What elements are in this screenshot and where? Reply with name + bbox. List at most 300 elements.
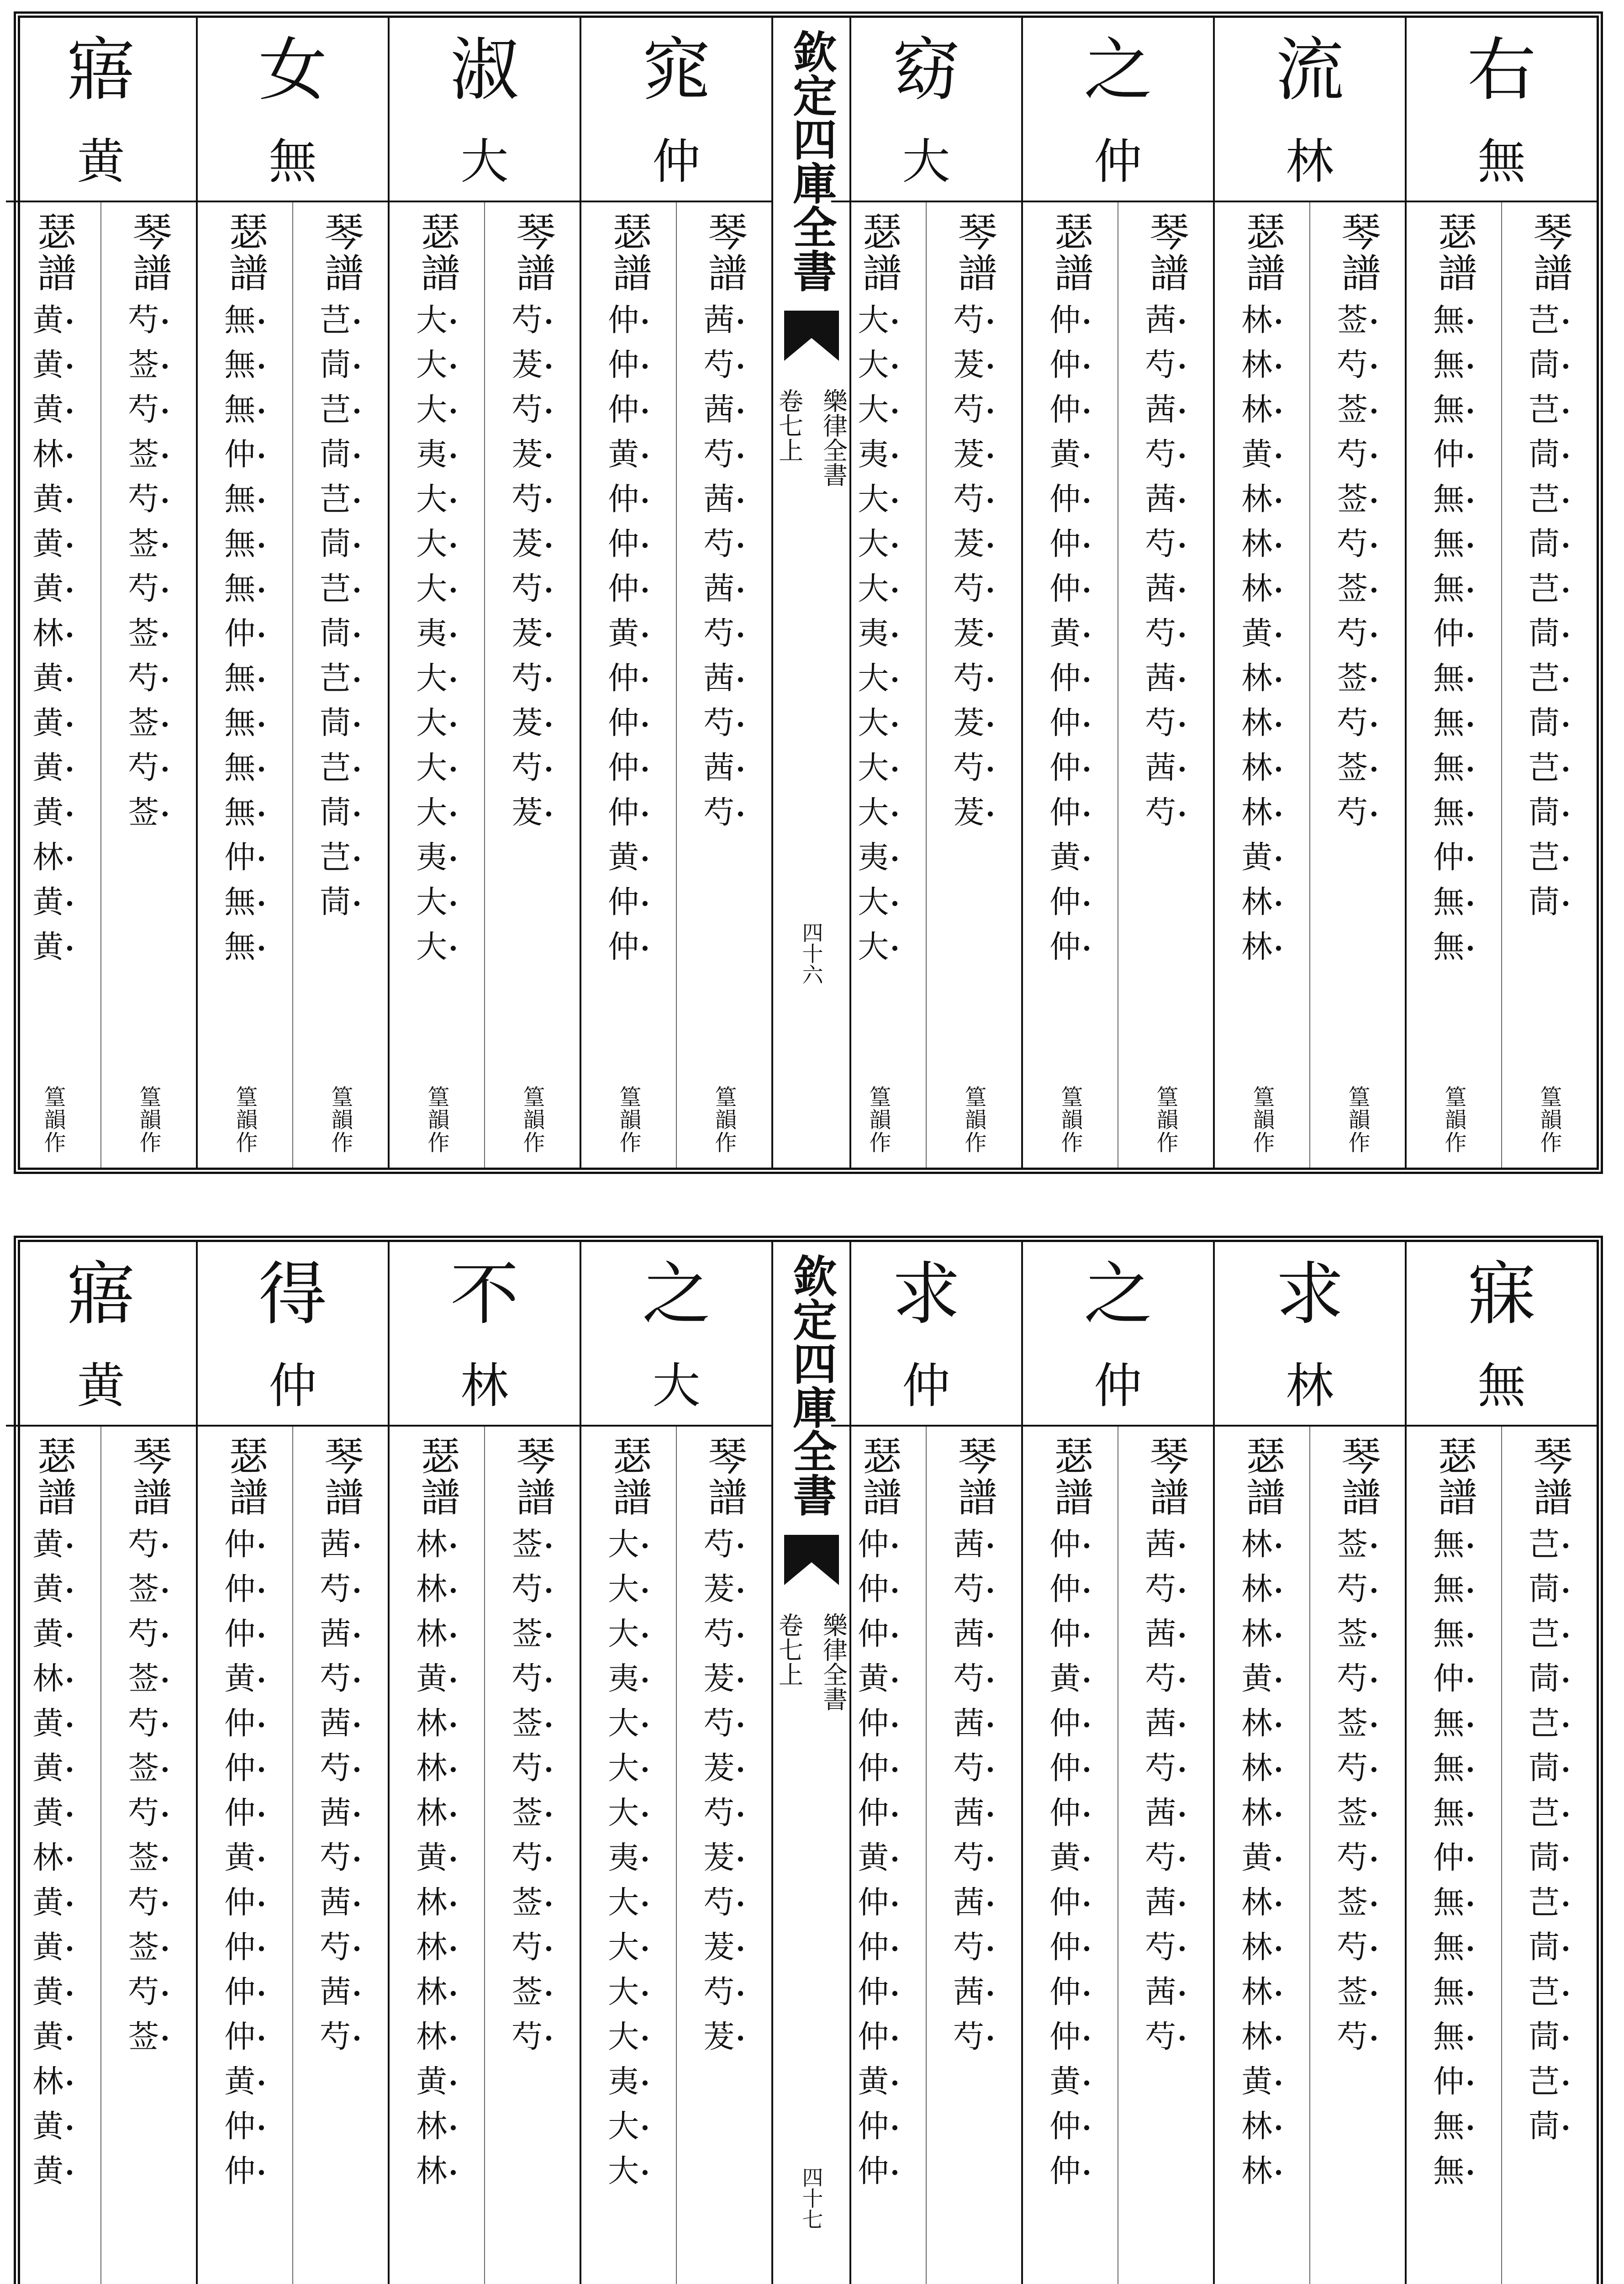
se-notation — [1023, 202, 1118, 1168]
se-note: 仲 • — [1049, 1970, 1091, 2015]
qin-note: 茼 • — [320, 433, 361, 477]
se-note: 黄 • — [1241, 612, 1282, 656]
qin-note: 芍 • — [953, 1657, 994, 1702]
se-note: 林 • — [1241, 880, 1282, 925]
se-note: 大 • — [416, 567, 457, 612]
qin-note: 茇 • — [511, 522, 553, 567]
qin-note: 芍 • — [1145, 1746, 1186, 1791]
qin-note: 茼 • — [1529, 1925, 1570, 1970]
se-note: 黄 • — [1049, 835, 1091, 880]
notation-body — [1215, 202, 1405, 1168]
top-left-half — [20, 18, 771, 1168]
se-note: 仲 • — [224, 835, 265, 880]
qin-note: 莶 • — [511, 1523, 553, 1567]
lyric-column — [831, 1242, 1021, 2284]
qin-note: 芍 • — [511, 1925, 553, 1970]
pitch-note: 無 — [1407, 123, 1597, 202]
qin-note: 芑 • — [1529, 1881, 1570, 1925]
notation-body — [198, 1427, 388, 2284]
se-note: 仲 • — [608, 298, 649, 343]
se-note: 仲 • — [1049, 343, 1091, 388]
se-note: 黄 • — [32, 1881, 74, 1925]
column-footer: 篁韻作 — [1345, 1085, 1370, 1154]
lyric-column — [580, 18, 771, 1168]
column-footer: 篁韻作 — [1249, 1085, 1275, 1154]
qin-note: 芍 • — [703, 1612, 744, 1657]
qin-note: 芍 • — [703, 433, 744, 477]
qin-notes — [1529, 1523, 1570, 2149]
lyric-char: 之 — [1083, 1255, 1152, 1334]
se-notes — [1433, 1523, 1474, 2194]
se-note: 黄 • — [224, 1836, 265, 1881]
se-note: 林 • — [1241, 1970, 1282, 2015]
pitch-note: 大 — [390, 123, 580, 202]
se-notation — [390, 202, 485, 1168]
qin-note: 莶 • — [128, 701, 169, 746]
se-note: 林 • — [1241, 1746, 1282, 1791]
se-note: 林 • — [1241, 1925, 1282, 1970]
se-notation — [6, 202, 101, 1168]
se-note: 黄 • — [32, 925, 74, 970]
qin-note: 茼 • — [320, 522, 361, 567]
se-note: 黄 • — [32, 1523, 74, 1567]
qin-note: 莶 • — [128, 343, 169, 388]
qin-note: 茇 • — [703, 1567, 744, 1612]
se-note: 無 • — [1433, 880, 1474, 925]
column-footer: 篁韻作 — [1153, 1085, 1178, 1154]
se-note: 仲 • — [858, 1746, 899, 1791]
se-note: 仲 • — [1049, 1523, 1091, 1567]
se-note: 仲 • — [858, 1612, 899, 1657]
se-note: 林 • — [1241, 1791, 1282, 1836]
qin-label: 琴譜 — [317, 211, 364, 294]
qin-note: 芑 • — [1529, 298, 1570, 343]
pitch-note: 仲 — [1023, 1347, 1213, 1427]
se-note: 黄 • — [32, 2015, 74, 2060]
qin-note: 芍 • — [1337, 343, 1378, 388]
se-note: 仲 • — [224, 2149, 265, 2194]
se-note: 無 • — [224, 925, 265, 970]
qin-note: 芍 • — [1145, 1567, 1186, 1612]
se-note: 黄 • — [416, 1657, 457, 1702]
se-note: 仲 • — [224, 2104, 265, 2149]
qin-notes — [128, 1523, 169, 2060]
se-note: 夷 • — [858, 835, 899, 880]
se-note: 林 • — [1241, 746, 1282, 791]
se-note: 林 • — [1241, 477, 1282, 522]
se-note: 林 • — [416, 1567, 457, 1612]
se-note: 夷 • — [416, 612, 457, 656]
qin-note: 芍 • — [320, 1657, 361, 1702]
qin-note: 芑 • — [1529, 746, 1570, 791]
se-notation — [1215, 1427, 1310, 2284]
pitch-note: 仲 — [198, 1347, 388, 1427]
qin-note: 芍 • — [703, 1970, 744, 2015]
se-note: 無 • — [1433, 1970, 1474, 2015]
se-notes — [1049, 298, 1091, 970]
se-note: 林 • — [416, 1881, 457, 1925]
pitch-note: 林 — [390, 1347, 580, 1427]
se-label: 瑟譜 — [222, 211, 268, 294]
qin-note: 茇 • — [703, 1925, 744, 1970]
column-footer: 篁韻作 — [616, 1085, 641, 1154]
se-notation — [1407, 1427, 1502, 2284]
se-note: 仲 • — [1433, 2060, 1474, 2104]
lyric-char: 窕 — [642, 31, 711, 110]
se-note: 仲 • — [1433, 612, 1474, 656]
se-note: 黄 • — [858, 1836, 899, 1881]
se-note: 仲 • — [1049, 1881, 1091, 1925]
lyric-char: 之 — [1083, 31, 1152, 110]
se-note: 仲 • — [858, 1523, 899, 1567]
qin-label: 琴譜 — [701, 211, 747, 294]
spine-page: 四十六 — [799, 922, 824, 985]
se-note: 仲 • — [1049, 1925, 1091, 1970]
qin-note: 茜 • — [703, 656, 744, 701]
column-footer: 篁韻作 — [1536, 1085, 1562, 1154]
se-note: 林 • — [416, 2104, 457, 2149]
qin-note: 茼 • — [320, 791, 361, 835]
column-footer: 篁韻作 — [327, 1085, 353, 1154]
se-note: 仲 • — [1049, 2104, 1091, 2149]
qin-notes — [511, 298, 553, 835]
se-note: 無 • — [1433, 388, 1474, 433]
qin-note: 莶 • — [128, 1567, 169, 1612]
qin-note: 茜 • — [703, 746, 744, 791]
se-notes — [608, 298, 649, 970]
qin-note: 莶 • — [1337, 388, 1378, 433]
lyric-column — [1021, 1242, 1213, 2284]
qin-notes — [1529, 298, 1570, 925]
qin-note: 莶 • — [511, 1881, 553, 1925]
se-note: 無 • — [1433, 1702, 1474, 1746]
se-note: 大 • — [416, 522, 457, 567]
se-note: 仲 • — [858, 2104, 899, 2149]
qin-note: 芍 • — [703, 343, 744, 388]
qin-note: 芍 • — [511, 477, 553, 522]
qin-note: 芍 • — [128, 1791, 169, 1836]
qin-notes — [703, 1523, 744, 2060]
se-note: 大 • — [608, 1523, 649, 1567]
se-note: 仲 • — [224, 433, 265, 477]
qin-note: 芑 • — [1529, 1791, 1570, 1836]
qin-note: 茼 • — [1529, 612, 1570, 656]
qin-note: 芑 • — [320, 298, 361, 343]
qin-note: 芍 • — [511, 1836, 553, 1881]
se-note: 黄 • — [32, 2104, 74, 2149]
se-note: 無 • — [1433, 1523, 1474, 1567]
qin-note: 芍 • — [1337, 1925, 1378, 1970]
se-notation — [1407, 202, 1502, 1168]
se-note: 仲 • — [608, 656, 649, 701]
qin-note: 茇 • — [953, 522, 994, 567]
lyric-column — [1405, 18, 1597, 1168]
qin-note: 茜 • — [953, 1702, 994, 1746]
se-label: 瑟譜 — [222, 1436, 268, 1518]
qin-note: 茇 • — [511, 343, 553, 388]
qin-note: 茇 • — [703, 2015, 744, 2060]
qin-notation — [1310, 202, 1405, 1168]
qin-note: 芍 • — [511, 746, 553, 791]
se-note: 無 • — [224, 298, 265, 343]
fish-tail-icon — [784, 311, 839, 361]
se-note: 大 • — [416, 656, 457, 701]
se-note: 林 • — [416, 1612, 457, 1657]
qin-note: 茼 • — [1529, 433, 1570, 477]
qin-note: 茼 • — [1529, 522, 1570, 567]
se-note: 大 • — [858, 656, 899, 701]
se-note: 夷 • — [416, 433, 457, 477]
qin-note: 莶 • — [128, 1657, 169, 1702]
lyric-column — [388, 1242, 580, 2284]
se-note: 大 • — [858, 701, 899, 746]
qin-note: 芍 • — [1145, 1836, 1186, 1881]
qin-label: 琴譜 — [126, 1436, 172, 1518]
se-note: 黄 • — [32, 522, 74, 567]
se-notes — [1241, 1523, 1282, 2194]
qin-notation — [677, 202, 771, 1168]
se-note: 林 • — [32, 2060, 74, 2104]
qin-note: 莶 • — [128, 612, 169, 656]
notation-body — [198, 202, 388, 1168]
qin-label: 琴譜 — [126, 211, 172, 294]
se-label: 瑟譜 — [1431, 211, 1477, 294]
se-notes — [1433, 298, 1474, 970]
notation-body — [831, 202, 1021, 1168]
qin-note: 茜 • — [1145, 298, 1186, 343]
se-notes — [32, 1523, 74, 2194]
se-note: 黄 • — [1241, 433, 1282, 477]
qin-note: 芍 • — [128, 1881, 169, 1925]
se-notes — [1241, 298, 1282, 970]
qin-note: 芍 • — [703, 791, 744, 835]
se-note: 黄 • — [1049, 1657, 1091, 1702]
se-note: 無 • — [1433, 656, 1474, 701]
qin-note: 芍 • — [1337, 701, 1378, 746]
qin-note: 莶 • — [1337, 1881, 1378, 1925]
qin-note: 芍 • — [511, 298, 553, 343]
qin-notation — [927, 1427, 1021, 2284]
bottom-page — [14, 1236, 1603, 2284]
se-note: 仲 • — [224, 1925, 265, 1970]
pitch-note: 仲 — [1023, 123, 1213, 202]
qin-notation — [1502, 202, 1597, 1168]
qin-note: 芑 • — [1529, 1612, 1570, 1657]
se-note: 黄 • — [32, 1970, 74, 2015]
se-note: 仲 • — [858, 1702, 899, 1746]
qin-label: 琴譜 — [1143, 1436, 1189, 1518]
se-note: 仲 • — [1049, 1702, 1091, 1746]
notation-body — [831, 1427, 1021, 2284]
se-note: 林 • — [1241, 701, 1282, 746]
qin-label: 琴譜 — [1334, 211, 1381, 294]
se-note: 林 • — [416, 2015, 457, 2060]
se-note: 黄 • — [32, 1925, 74, 1970]
qin-notes — [511, 1523, 553, 2060]
se-note: 仲 • — [608, 746, 649, 791]
se-note: 仲 • — [1049, 746, 1091, 791]
qin-note: 茇 • — [953, 433, 994, 477]
se-note: 黄 • — [608, 612, 649, 656]
se-note: 林 • — [416, 1523, 457, 1567]
qin-note: 芍 • — [1337, 1746, 1378, 1791]
se-note: 黄 • — [858, 2060, 899, 2104]
qin-note: 芑 • — [320, 746, 361, 791]
qin-note: 莶 • — [1337, 1702, 1378, 1746]
se-note: 仲 • — [224, 1567, 265, 1612]
qin-notation — [293, 1427, 388, 2284]
se-note: 無 • — [1433, 298, 1474, 343]
qin-note: 芍 • — [1337, 791, 1378, 835]
se-note: 大 • — [608, 1702, 649, 1746]
se-note: 林 • — [416, 1702, 457, 1746]
se-notation — [1023, 1427, 1118, 2284]
se-note: 黄 • — [1241, 1836, 1282, 1881]
se-note: 無 • — [1433, 701, 1474, 746]
se-note: 仲 • — [608, 701, 649, 746]
qin-note: 茼 • — [1529, 1836, 1570, 1881]
lyric-char: 流 — [1275, 31, 1344, 110]
qin-notation — [1310, 1427, 1405, 2284]
se-label: 瑟譜 — [1047, 211, 1093, 294]
column-footer: 篁韻作 — [136, 1085, 161, 1154]
qin-note: 茜 • — [703, 298, 744, 343]
qin-notes — [953, 1523, 994, 2060]
qin-note: 芍 • — [953, 388, 994, 433]
spine-volume: 卷七上 — [775, 388, 804, 462]
se-label: 瑟譜 — [1431, 1436, 1477, 1518]
se-note: 仲 • — [1049, 1567, 1091, 1612]
se-note: 仲 • — [858, 1791, 899, 1836]
se-note: 黄 • — [608, 835, 649, 880]
se-note: 仲 • — [1049, 522, 1091, 567]
qin-note: 芍 • — [703, 701, 744, 746]
se-note: 大 • — [858, 925, 899, 970]
qin-note: 茇 • — [703, 1657, 744, 1702]
qin-notes — [1145, 298, 1186, 835]
qin-note: 茼 • — [1529, 2104, 1570, 2149]
top-right-half — [852, 18, 1597, 1168]
qin-note: 芑 • — [320, 477, 361, 522]
se-note: 仲 • — [608, 343, 649, 388]
qin-note: 芑 • — [1529, 567, 1570, 612]
qin-note: 芍 • — [1145, 1657, 1186, 1702]
se-note: 仲 • — [224, 1970, 265, 2015]
se-note: 林 • — [1241, 2104, 1282, 2149]
se-note: 夷 • — [608, 1836, 649, 1881]
qin-note: 茼 • — [1529, 343, 1570, 388]
se-note: 無 • — [224, 343, 265, 388]
qin-note: 莶 • — [511, 1791, 553, 1836]
se-note: 仲 • — [224, 1702, 265, 1746]
qin-note: 芍 • — [703, 522, 744, 567]
se-note: 大 • — [416, 791, 457, 835]
se-notes — [858, 1523, 899, 2194]
se-note: 大 • — [608, 1925, 649, 1970]
qin-notes — [1337, 298, 1378, 835]
se-note: 仲 • — [224, 1746, 265, 1791]
pitch-note: 大 — [831, 123, 1021, 202]
se-note: 仲 • — [608, 791, 649, 835]
qin-note: 芍 • — [1337, 2015, 1378, 2060]
qin-label: 琴譜 — [1143, 211, 1189, 294]
lyric-char: 女 — [258, 31, 327, 110]
qin-label: 琴譜 — [1526, 1436, 1572, 1518]
se-note: 大 • — [608, 2104, 649, 2149]
se-note: 黄 • — [32, 880, 74, 925]
qin-label: 琴譜 — [1334, 1436, 1381, 1518]
lyric-char: 之 — [642, 1255, 711, 1334]
se-note: 林 • — [1241, 522, 1282, 567]
lyric-column — [580, 1242, 771, 2284]
se-notes — [608, 1523, 649, 2194]
qin-note: 茇 • — [953, 612, 994, 656]
qin-note: 茇 • — [703, 1836, 744, 1881]
se-note: 大 • — [416, 298, 457, 343]
qin-note: 茜 • — [1145, 656, 1186, 701]
qin-note: 茇 • — [953, 343, 994, 388]
se-note: 林 • — [416, 1970, 457, 2015]
se-note: 無 • — [1433, 343, 1474, 388]
lyric-column — [196, 18, 388, 1168]
qin-note: 莶 • — [1337, 1791, 1378, 1836]
se-note: 黄 • — [32, 388, 74, 433]
se-notation — [390, 1427, 485, 2284]
qin-note: 茜 • — [953, 1523, 994, 1567]
lyric-column — [1213, 1242, 1405, 2284]
qin-note: 芍 • — [128, 1612, 169, 1657]
qin-note: 茜 • — [1145, 388, 1186, 433]
se-note: 林 • — [416, 1791, 457, 1836]
qin-note: 芑 • — [320, 388, 361, 433]
qin-note: 茼 • — [320, 343, 361, 388]
se-note: 大 • — [858, 343, 899, 388]
se-note: 無 • — [1433, 746, 1474, 791]
se-note: 黄 • — [32, 1702, 74, 1746]
qin-note: 芍 • — [511, 1657, 553, 1702]
qin-note: 芍 • — [703, 1523, 744, 1567]
qin-note: 茼 • — [1529, 880, 1570, 925]
qin-note: 芑 • — [1529, 388, 1570, 433]
se-note: 大 • — [608, 1791, 649, 1836]
column-footer: 篁韻作 — [961, 1085, 986, 1154]
se-note: 夷 • — [608, 1657, 649, 1702]
qin-note: 芍 • — [1145, 2015, 1186, 2060]
qin-note: 芍 • — [128, 746, 169, 791]
se-note: 仲 • — [224, 612, 265, 656]
qin-note: 茜 • — [1145, 1523, 1186, 1567]
se-note: 仲 • — [1049, 880, 1091, 925]
qin-note: 芍 • — [511, 388, 553, 433]
se-note: 黄 • — [1049, 2060, 1091, 2104]
qin-note: 茼 • — [1529, 701, 1570, 746]
se-note: 林 • — [1241, 388, 1282, 433]
qin-note: 芍 • — [1337, 522, 1378, 567]
qin-note: 芍 • — [1337, 1657, 1378, 1702]
se-note: 仲 • — [858, 1881, 899, 1925]
se-note: 黄 • — [224, 1657, 265, 1702]
se-note: 夷 • — [858, 612, 899, 656]
se-note: 仲 • — [1049, 1791, 1091, 1836]
qin-note: 芍 • — [1145, 433, 1186, 477]
qin-note: 芍 • — [703, 1702, 744, 1746]
pitch-note: 仲 — [581, 123, 771, 202]
qin-notation — [485, 202, 580, 1168]
qin-notes — [1337, 1523, 1378, 2060]
qin-note: 芑 • — [1529, 1702, 1570, 1746]
se-note: 大 • — [858, 746, 899, 791]
se-note: 無 • — [1433, 1567, 1474, 1612]
